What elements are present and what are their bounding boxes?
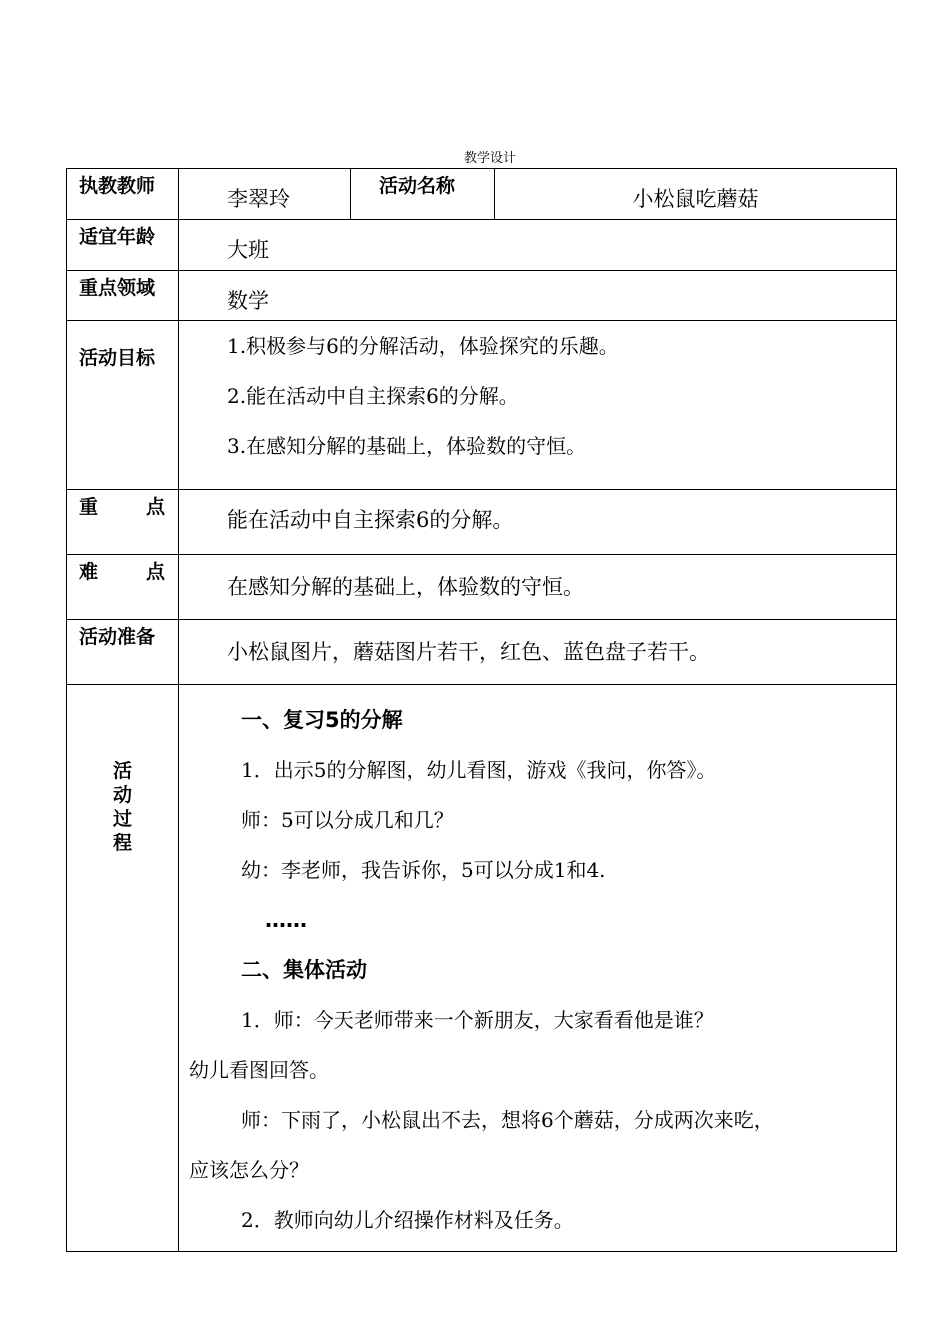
domain-label: 重点领域 <box>67 271 179 321</box>
process-label-char: 程 <box>112 832 132 854</box>
age-label: 适宜年龄 <box>67 220 179 271</box>
goals-list <box>179 321 897 490</box>
row-age <box>67 220 897 271</box>
process-line: 2．教师向幼儿介绍操作材料及任务。 <box>241 1208 574 1232</box>
prep-value: 小松鼠图片，蘑菇图片若干，红色、蓝色盘子若干。 <box>179 620 897 685</box>
goal-item: 3.在感知分解的基础上，体验数的守恒。 <box>227 434 587 458</box>
process-line: 师：5可以分成几和几？ <box>241 808 454 832</box>
teacher-label: 执教教师 <box>67 169 179 220</box>
section-heading: 一、复习5的分解 <box>241 708 403 732</box>
row-goals <box>67 321 897 490</box>
row-prep <box>67 620 897 685</box>
process-label <box>67 685 179 1252</box>
teacher-name: 李翠玲 <box>179 169 351 220</box>
goal-item: 2.能在活动中自主探索6的分解。 <box>227 384 519 408</box>
section-heading: 二、集体活动 <box>241 958 367 982</box>
row-difficulty <box>67 555 897 620</box>
goals-label: 活动目标 <box>67 321 179 490</box>
lesson-plan-table <box>66 168 897 1252</box>
domain-value: 数学 <box>179 271 897 321</box>
process-content <box>179 685 897 1252</box>
difficulty-label <box>67 555 179 620</box>
process-label-char: 活 <box>112 760 132 782</box>
process-line: 师：下雨了，小松鼠出不去，想将6个蘑菇，分成两次来吃， <box>241 1108 774 1132</box>
key-point-label <box>67 490 179 555</box>
activity-name-label: 活动名称 <box>351 169 495 220</box>
row-teacher <box>67 169 897 220</box>
key-point-label-char: 点 <box>145 496 165 518</box>
process-line: 1．出示5的分解图，幼儿看图，游戏《我问，你答》。 <box>241 758 717 782</box>
process-ellipsis: …… <box>265 908 307 932</box>
process-label-char: 动 <box>112 784 132 806</box>
age-value: 大班 <box>179 220 897 271</box>
process-line: 幼：李老师，我告诉你，5可以分成1和4. <box>241 858 606 882</box>
difficulty-value: 在感知分解的基础上，体验数的守恒。 <box>179 555 897 620</box>
difficulty-label-char: 难 <box>79 561 99 583</box>
key-point-value: 能在活动中自主探索6的分解。 <box>179 490 897 555</box>
process-label-char: 过 <box>112 808 132 830</box>
process-line: 幼儿看图回答。 <box>189 1058 329 1082</box>
process-line: 应该怎么分？ <box>189 1158 309 1182</box>
process-line: 1．师：今天老师带来一个新朋友，大家看看他是谁？ <box>241 1008 714 1032</box>
row-domain <box>67 271 897 321</box>
row-key-point <box>67 490 897 555</box>
key-point-label-char: 重 <box>79 496 99 518</box>
page-title: 教学设计 <box>463 151 516 166</box>
activity-name: 小松鼠吃蘑菇 <box>495 169 897 220</box>
difficulty-label-char: 点 <box>145 561 165 583</box>
prep-label: 活动准备 <box>67 620 179 685</box>
goal-item: 1.积极参与6的分解活动，体验探究的乐趣。 <box>227 334 619 358</box>
row-process <box>67 685 897 1252</box>
